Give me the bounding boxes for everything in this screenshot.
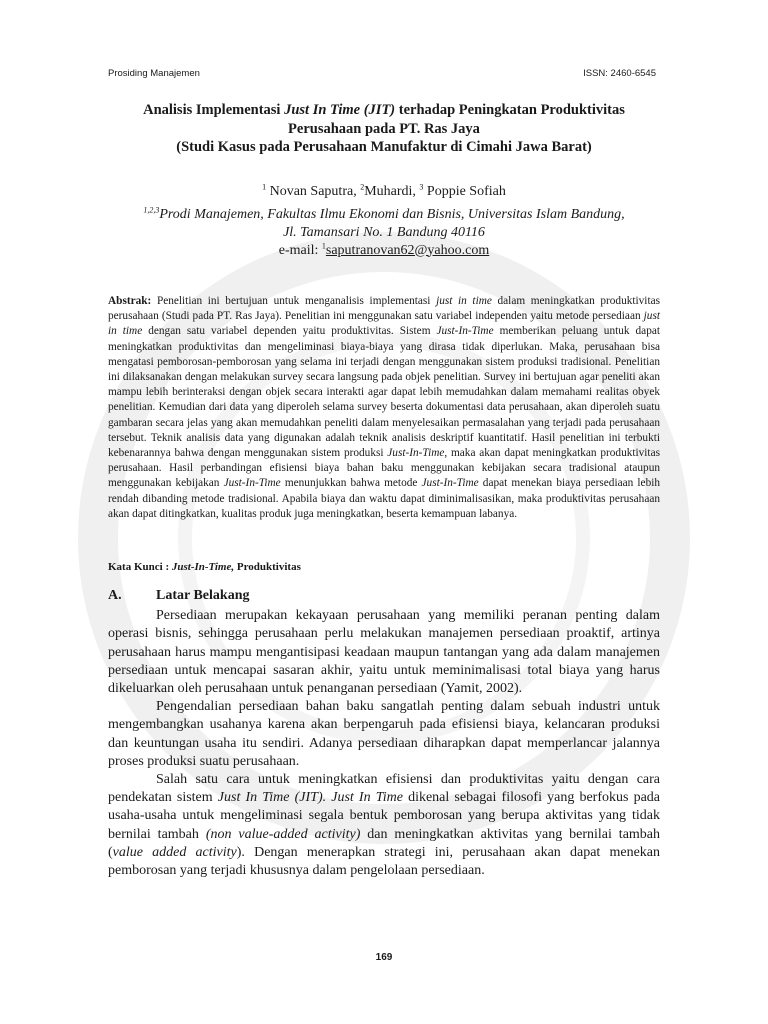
p3-italic-3: value added activity [112,844,237,860]
paragraph-2: Pengendalian persediaan bahan baku sangatlah penting dalam sebuah industri untuk mengembangkan usahanya karena akan berpengaruh pada efisiensi biaya, kelancaran produksi dan keuntungan usaha itu sendiri. Adanya persediaan diharapkan dapat memperlancar jalannya proses produksi suatu perusahaan. [108,699,660,769]
paragraph-3 [108,771,660,880]
author2: Muhardi, [364,183,416,199]
abstract-text-4: memberikan peluang untuk dapat meningkatkan produktivitas dan mengeliminasi biaya-biaya yang dirasa tidak diperlukan. Maka, perusahaan bisa mengatasi pemborosan-pemborosan yang selama ini terjadi dengan menggunakan sistem produksi tradisional. Penelitian ini dilaksanakan dengan melakukan survey secara langsung pada objek penelitian. Survey ini bertujuan agar peneliti akan mampu lebih berinteraksi dengan objek secara interakti agar dapat lebih memudahkan dalam memahami realitas obyek penelitian. Kemudian dari data yang diperoleh selama survey beserta dokumentasi data perusahaan, akan diperoleh suatu gambaran secara jelas yang akan memudahkan peneliti dalam menyelesaikan permasalahan yang terjadi pada perusahaan tersebut. Teknik analisis data yang digunakan adalah teknik analisis deskriptif kuantitatif. Hasil penelitian ini terbukti kebenarannya bahwa dengan menggunakan sistem produksi [108,325,660,460]
paragraph-1: Persediaan merupakan kekayaan perusahaan yang memiliki peranan penting dalam operasi bisnis, sehingga perusahaan perlu melakukan manajemen persediaan proaktif, artinya perusahaan harus mampu mengantisipasi keadaan maupun tantangan yang ada dalam manajemen persediaan untuk mencapai sasaran akhir, yaitu untuk meminimalisasi total biaya yang harus dikeluarkan oleh perusahaan untuk penanganan persediaan (Yamit, 2002). [108,608,660,697]
abstract-text-2: dalam meningkatkan produktivitas perusahaan (Studi pada PT. Ras Jaya). Penelitian ini menggunakan satu variabel independen yaitu metode persediaan [108,295,660,323]
abstract-text-6: menunjukkan bahwa metode [280,477,422,490]
running-header [108,68,656,79]
abstract-text-1: Penelitian ini bertujuan untuk menganalisis implementasi [151,295,437,307]
abstract-text-3: dengan satu variabel dependen yaitu produktivitas. Sistem [142,325,437,338]
abstract-text-7: dapat menekan biaya persediaan lebih rendah dibanding metode tradisional. Apabila biaya dan waktu dapat diminimalisasikan, maka produktivitas perusahaan akan dapat ditingkatkan, kualitas produk juga meningkatkan, beserta kemampuan labanya. [108,477,660,520]
title-line2: Perusahaan pada PT. Ras Jaya [288,120,480,137]
author1: Novan Saputra, [269,183,357,199]
abstract [108,294,660,522]
author3: Poppie Sofiah [426,183,506,199]
p3-text-d: ). Dengan menerapkan strategi ini, perusahaan akan dapat menekan pemborosan yang terjadi khususnya dalam pengelolaan persediaan. [108,844,661,879]
email-label: e-mail: [278,242,322,258]
keywords [108,560,660,575]
abstract-italic-3: Just-In-Time [436,325,494,338]
affiliation-line1: Prodi Manajemen, Fakultas Ilmu Ekonomi dan Bisnis, Universitas Islam Bandung, [159,206,625,222]
author-list [80,183,688,201]
keyword-2: Produktivitas [234,561,301,573]
paper-title [80,101,688,157]
journal-name: Prosiding Manajemen [108,68,200,79]
abstract-text-5: , maka akan dapat meningkatkan produktivitas perusahaan. Hasil perbandingan efisiensi biaya bahan baku menggunakan kebijakan secara tradisional ataupun menggunakan kebijakan [108,447,660,490]
section-heading [108,587,660,605]
issn: ISSN: 2460-6545 [583,68,656,79]
abstract-italic-2: just in time [108,310,660,338]
title-line1-post: terhadap Peningkatan Produktivitas [395,102,625,118]
abstract-italic-6: Just-In-Time [421,477,479,490]
abstract-italic-1: just in time [436,295,492,307]
author1-sup: 1 [262,181,267,191]
abstract-label: Abstrak: [108,295,152,307]
title-block [80,101,688,260]
author2-sup: 2 [360,181,365,191]
page-number: 169 [375,952,393,963]
email-link[interactable]: saputranovan62@yahoo.com [325,242,490,258]
keywords-label: Kata Kunci : [108,561,172,573]
affiliation-line2: Jl. Tamansari No. 1 Bandung 40116 [283,224,485,240]
p3-text-a: Salah satu cara untuk meningkatkan efisiensi dan produktivitas yaitu dengan cara pendekatan sistem [108,772,660,806]
email-line [80,242,688,260]
p3-italic-1: Just In Time (JIT). Just In Time [217,790,403,806]
p3-text-b: dikenal sebagai filosofi yang berfokus pada usaha-usaha untuk mengeliminasi segala bentuk pemborosan yang berupa aktivitas yang tidak bernilai tambah [108,790,660,842]
p3-text-c: dan meningkatkan aktivitas yang bernilai tambah ( [108,826,661,860]
title-line3: (Studi Kasus pada Perusahaan Manufaktur di Cimahi Jawa Barat) [176,139,592,155]
affiliation-sup: 1,2,3 [143,204,160,214]
section-title: Latar Belakang [156,588,250,603]
affiliation [80,206,688,242]
title-line1-pre: Analisis Implementasi [143,102,285,118]
section-latar-belakang [108,587,660,880]
author3-sup: 3 [419,181,424,191]
keyword-1: Just-In-Time, [171,561,235,573]
email-sup: 1 [321,240,326,250]
p3-italic-2: (non value-added activity) [205,826,361,842]
abstract-italic-4: Just-In-Time [387,447,445,460]
title-line1-italic: Just In Time (JIT) [284,102,396,118]
section-number: A. [108,588,122,603]
abstract-italic-5: Just-In-Time [223,477,281,490]
